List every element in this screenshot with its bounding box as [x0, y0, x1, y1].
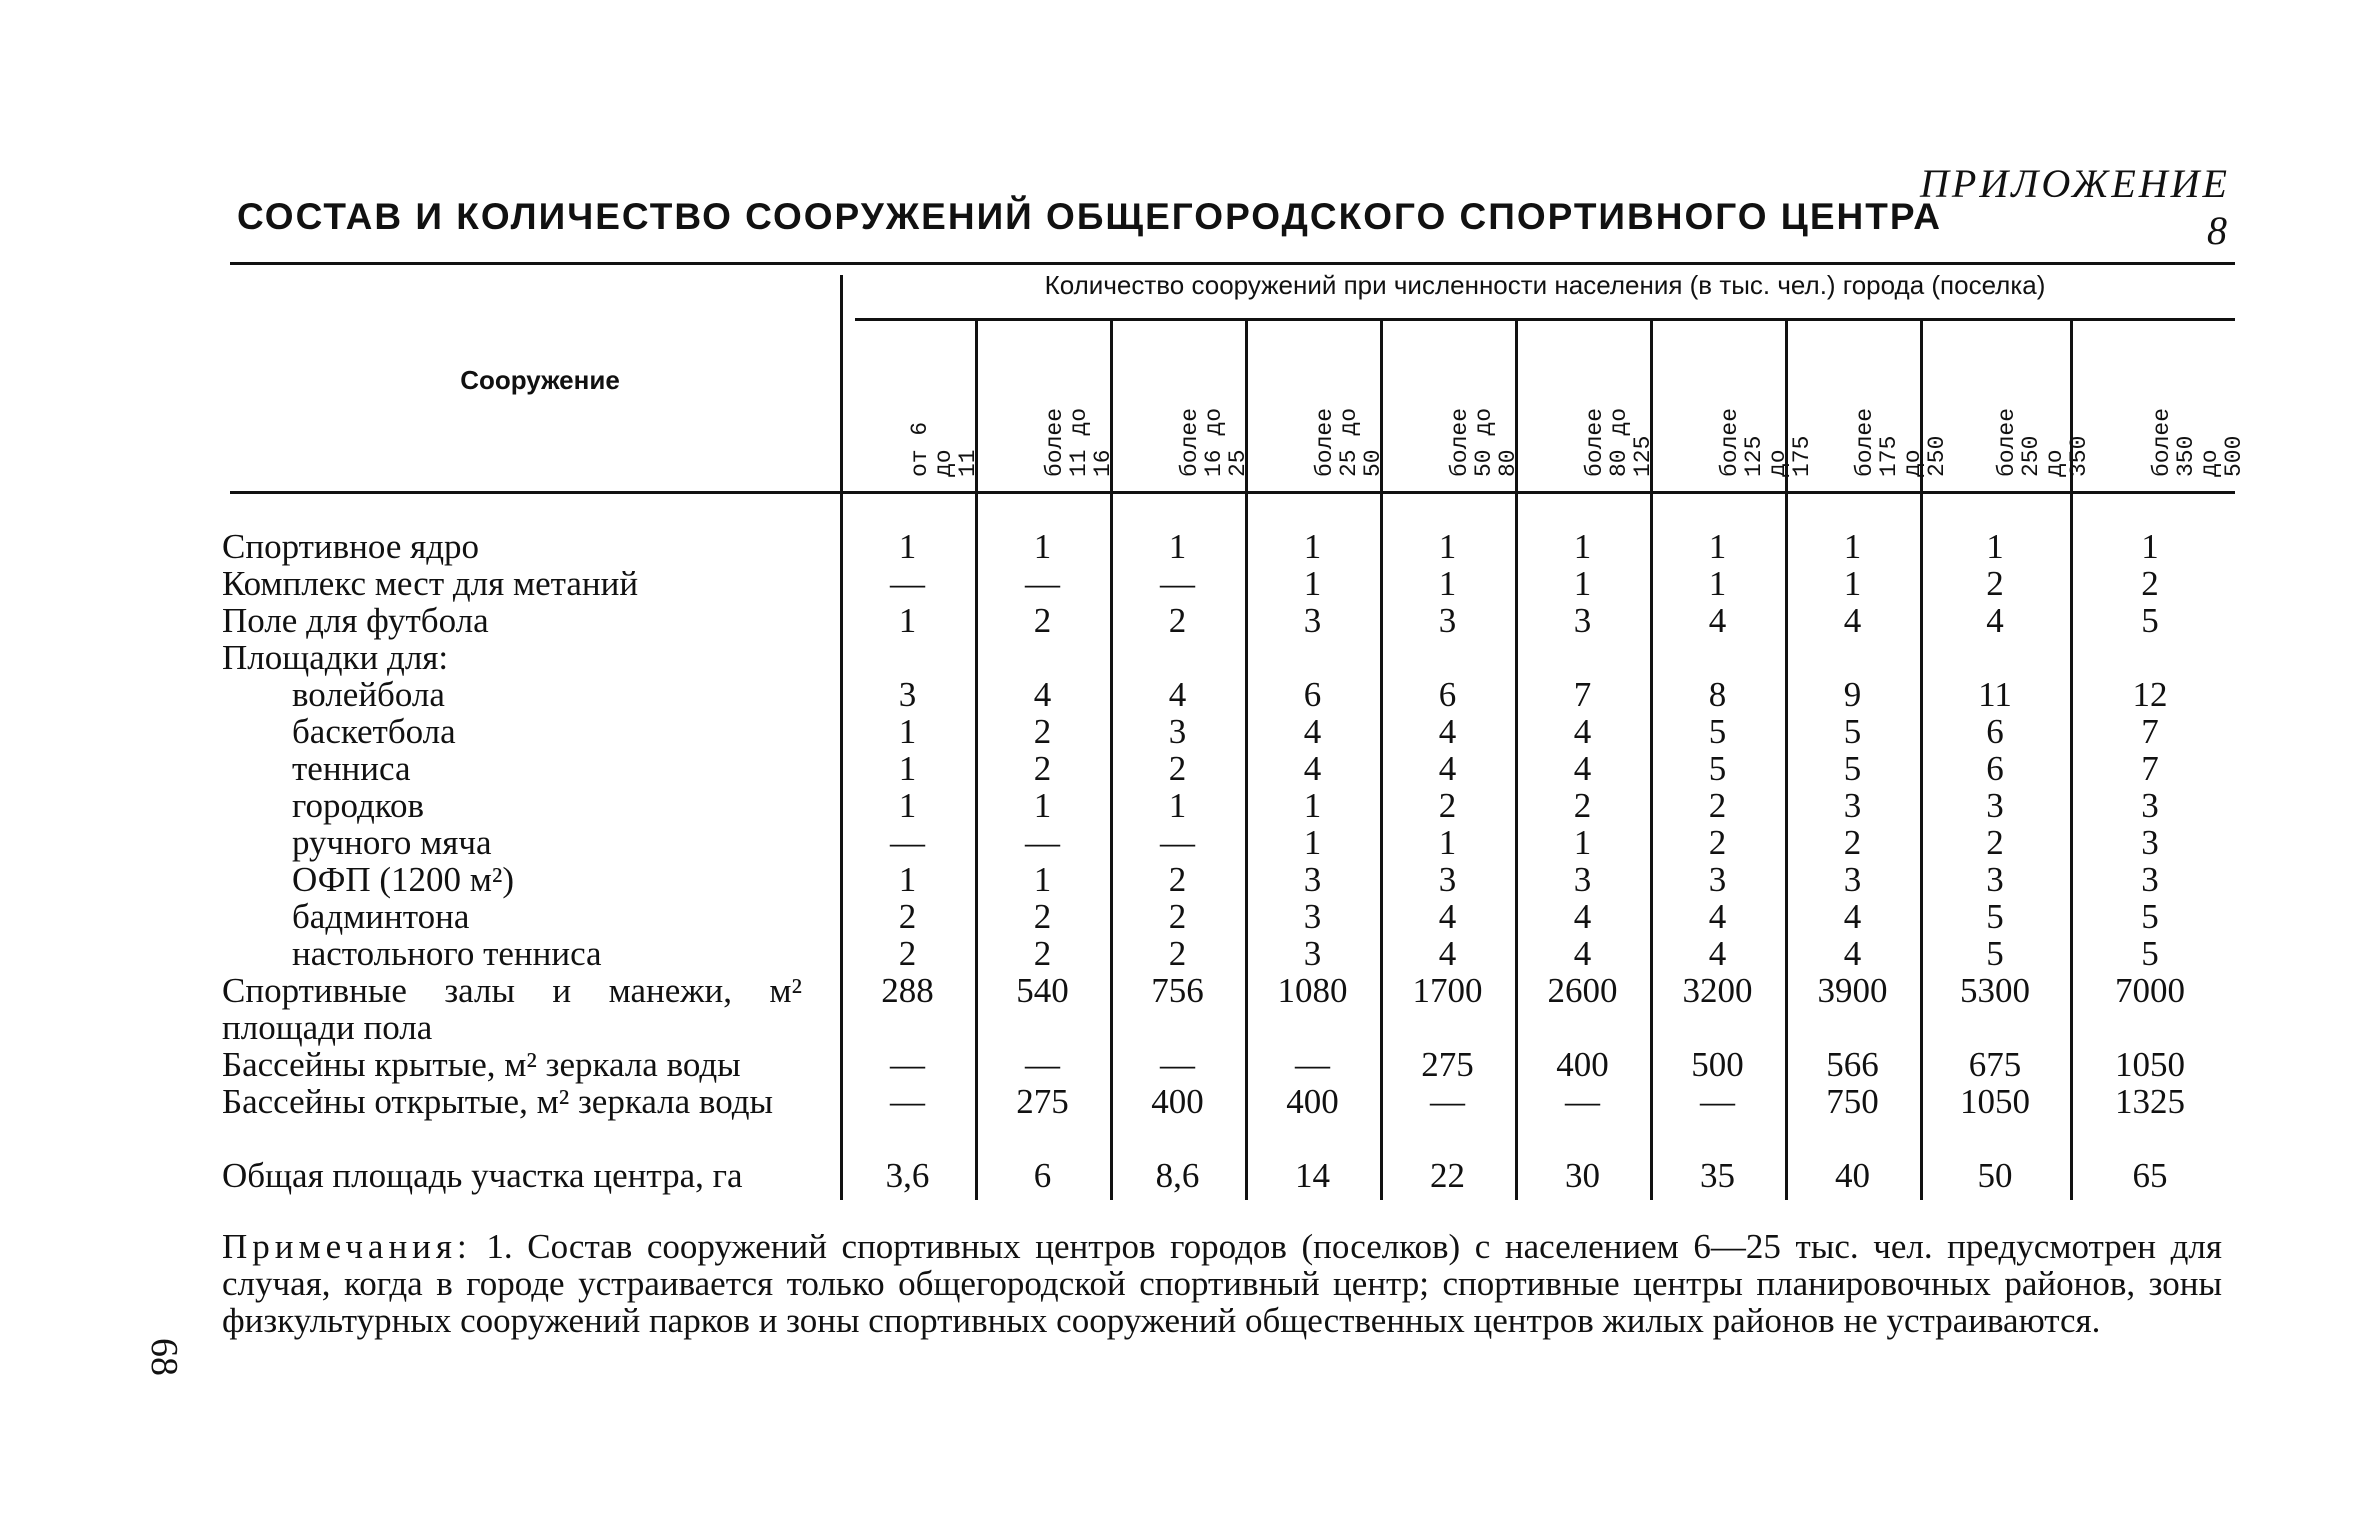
table-cell: 3200	[1682, 971, 1753, 1010]
row-label: Общая площадь участка центра, га	[222, 1156, 743, 1195]
table-cell: 5	[1708, 749, 1727, 788]
table-cell: 3	[1573, 601, 1592, 640]
table-cell: —	[1025, 1045, 1060, 1084]
column-header-label: более 125 до 175	[1716, 407, 1815, 477]
table-cell: 1	[1303, 527, 1322, 566]
table-cell: 1	[898, 749, 917, 788]
table-cell: 9	[1843, 675, 1862, 714]
table-cell: 5	[1986, 897, 2004, 936]
table-cell: 6	[1986, 712, 2004, 751]
table-cell: 2	[1168, 860, 1187, 899]
table-cell: 3	[1438, 601, 1457, 640]
table-cell: 2	[1168, 934, 1187, 973]
table-cell: 2	[1708, 786, 1727, 825]
table-cell: 1	[1168, 527, 1187, 566]
table-cell: 4	[1438, 712, 1457, 751]
table-cell: 1050	[1960, 1082, 2030, 1121]
table-cell: 3	[1986, 860, 2004, 899]
table-cell: 2	[1168, 749, 1187, 788]
table-cell: 2	[1986, 823, 2004, 862]
table-cell: 275	[1421, 1045, 1474, 1084]
table-cell: 8	[1708, 675, 1727, 714]
column-header-label: более 11 до 16	[1041, 407, 1116, 477]
table-cell: 4	[1843, 934, 1862, 973]
table-cell: 2	[898, 934, 917, 973]
table-cell: 4	[1573, 712, 1592, 751]
table-cell: 2	[1033, 749, 1052, 788]
table-cell: 3	[1303, 897, 1322, 936]
table-cell: 1700	[1412, 971, 1483, 1010]
table-cell: 1	[1438, 564, 1457, 603]
table-cell: 3	[1708, 860, 1727, 899]
table-cell: 6	[1033, 1156, 1052, 1195]
table-cell: 4	[1843, 897, 1862, 936]
page-number: 68	[143, 1338, 185, 1376]
table-cell: 3	[1843, 860, 1862, 899]
table-cell: 5	[1843, 712, 1862, 751]
population-column-header	[1785, 325, 1950, 485]
table-cell: 14	[1295, 1156, 1330, 1195]
table-cell: 2	[1708, 823, 1727, 862]
table-cell: 2	[1168, 897, 1187, 936]
table-cell: 4	[1168, 675, 1187, 714]
table-cell: 1	[898, 786, 917, 825]
table-cell: 2	[1033, 897, 1052, 936]
population-column-header	[2070, 325, 2247, 485]
table-cell: 1	[1303, 786, 1322, 825]
table-cell: 2	[1843, 823, 1862, 862]
table-cell: 3	[898, 675, 917, 714]
table-cell: 3	[2141, 860, 2159, 899]
table-cell: 4	[1303, 749, 1322, 788]
table-cell: 5	[1708, 712, 1727, 751]
table-cell: —	[1160, 564, 1195, 603]
row-label: Бассейны крытые, м² зеркала воды	[222, 1045, 741, 1084]
row-label: Спортивное ядро	[222, 527, 480, 566]
table-cell: 3	[1168, 712, 1187, 751]
table-cell: 3	[2141, 786, 2159, 825]
column-header-label: от 6 до 11	[906, 421, 981, 477]
table-cell: 2	[1986, 564, 2004, 603]
header-bottom-rule	[230, 491, 2235, 494]
table-cell: 7	[2141, 712, 2159, 751]
column-header-label: более 175 до 250	[1851, 407, 1950, 477]
table-cell: 1	[898, 860, 917, 899]
row-label: городков	[292, 786, 425, 825]
table-cell: 1	[2141, 527, 2159, 566]
table-cell: 1	[898, 712, 917, 751]
table-cell: 3	[1573, 860, 1592, 899]
table-cell: 5	[2141, 934, 2159, 973]
table-cell: 1	[1573, 823, 1592, 862]
table-cell: 275	[1016, 1082, 1069, 1121]
population-column-header	[1920, 325, 2092, 485]
table-cell: 3900	[1817, 971, 1888, 1010]
row-label: ОФП (1200 м²)	[292, 860, 515, 899]
table-cell: 2	[1438, 786, 1457, 825]
table-cell: 11	[1978, 675, 2012, 714]
table-cell: 3	[1843, 786, 1862, 825]
table-cell: —	[890, 1082, 925, 1121]
column-header-label: более 350 до 500	[2149, 407, 2247, 477]
population-column-header	[1515, 325, 1656, 485]
table-cell: 4	[1986, 601, 2004, 640]
table-cell: 4	[1438, 897, 1457, 936]
table-cell: 65	[2132, 1156, 2168, 1195]
table-cell: 1	[1573, 527, 1592, 566]
table-cell: 8,6	[1155, 1156, 1200, 1195]
table-cell: 4	[1438, 749, 1457, 788]
table-cell: 1	[1033, 860, 1052, 899]
population-column-header	[1380, 325, 1521, 485]
column-header-label: более 16 до 25	[1176, 407, 1251, 477]
table-cell: 1	[1438, 823, 1457, 862]
table-cell: 1	[898, 527, 917, 566]
table-cell: —	[1430, 1082, 1465, 1121]
table-cell: 4	[1438, 934, 1457, 973]
row-label: Поле для футбола	[222, 601, 489, 640]
table-cell: 2	[1033, 934, 1052, 973]
table-cell: 1	[1033, 786, 1052, 825]
appendix-label: ПРИЛОЖЕНИЕ 8	[1920, 161, 2230, 253]
table-cell: 1	[1303, 564, 1322, 603]
table-cell: 4	[1033, 675, 1052, 714]
table-cell: 1	[1168, 786, 1187, 825]
table-cell: —	[1295, 1045, 1330, 1084]
row-label: Спортивные залы и манежи, м² площади пола	[222, 971, 802, 1047]
table-cell: 5	[2141, 897, 2159, 936]
row-label: тенниса	[292, 749, 411, 788]
row-label: бадминтона	[292, 897, 470, 936]
population-column-header	[1245, 325, 1386, 485]
table-cell: 1	[1843, 564, 1862, 603]
table-cell: 1325	[2115, 1082, 2185, 1121]
column-header-label: более 80 до 125	[1581, 407, 1656, 477]
table-cell: 1	[1843, 527, 1862, 566]
structure-column-header: Сооружение	[460, 365, 620, 395]
table-cell: —	[1160, 1045, 1195, 1084]
footnote-prefix: Примечания:	[222, 1227, 472, 1266]
table-top-rule	[230, 262, 2235, 265]
row-label: Площадки для:	[222, 638, 449, 677]
table-cell: 3,6	[885, 1156, 930, 1195]
table-cell: 1	[898, 601, 917, 640]
table-cell: 5	[1986, 934, 2004, 973]
table-cell: 2	[1033, 601, 1052, 640]
table-cell: —	[1565, 1082, 1600, 1121]
table-cell: 4	[1573, 934, 1592, 973]
table-cell: 400	[1556, 1045, 1609, 1084]
row-label: ручного мяча	[292, 823, 492, 862]
table-cell: 2600	[1547, 971, 1618, 1010]
table-cell: 4	[1843, 601, 1862, 640]
population-column-header	[840, 325, 981, 485]
footnote	[222, 1228, 2222, 1339]
table-cell: 7000	[2115, 971, 2185, 1010]
table-cell: 1080	[1277, 971, 1348, 1010]
table-cell: 500	[1691, 1045, 1744, 1084]
column-header-label: более 50 до 80	[1446, 407, 1521, 477]
table-cell: 4	[1573, 749, 1592, 788]
column-header-label: более 250 до 350	[1994, 407, 2092, 477]
row-label: волейбола	[292, 675, 445, 714]
table-cell: 5300	[1960, 971, 2030, 1010]
table-cell: 22	[1430, 1156, 1465, 1195]
table-cell: 6	[1438, 675, 1457, 714]
table-cell: 7	[2141, 749, 2159, 788]
table-cell: 2	[2141, 564, 2159, 603]
table-cell: 30	[1565, 1156, 1600, 1195]
table-cell: 2	[1033, 712, 1052, 751]
table-cell: 5	[1843, 749, 1862, 788]
table-cell: 1050	[2115, 1045, 2185, 1084]
table-cell: —	[890, 1045, 925, 1084]
table-cell: 400	[1151, 1082, 1204, 1121]
table-cell: 540	[1016, 971, 1069, 1010]
population-column-header	[1110, 325, 1251, 485]
table-cell: —	[1025, 823, 1060, 862]
row-label: Бассейны открытые, м² зеркала воды	[222, 1082, 774, 1121]
table-cell: 4	[1303, 712, 1322, 751]
table-cell: 3	[2141, 823, 2159, 862]
table-cell: 2	[1168, 601, 1187, 640]
table-cell: 1	[1438, 527, 1457, 566]
table-cell: —	[1025, 564, 1060, 603]
table-cell: 2	[1573, 786, 1592, 825]
column-header-label: более 25 до 50	[1311, 407, 1386, 477]
table-cell: —	[890, 564, 925, 603]
table-cell: 675	[1968, 1045, 2022, 1084]
table-cell: 40	[1835, 1156, 1870, 1195]
table-cell: 6	[1303, 675, 1322, 714]
table-cell: 3	[1303, 860, 1322, 899]
table-cell: 3	[1303, 934, 1322, 973]
table-cell: 1	[1033, 527, 1052, 566]
table-cell: 7	[1573, 675, 1592, 714]
table-cell: 400	[1286, 1082, 1339, 1121]
table-cell: 5	[2141, 601, 2159, 640]
page-title: СОСТАВ И КОЛИЧЕСТВО СООРУЖЕНИЙ ОБЩЕГОРОДСКОГО СПОРТИВНОГО ЦЕНТРА	[237, 196, 1942, 237]
table-cell: 12	[2132, 675, 2168, 714]
table-cell: 3	[1303, 601, 1322, 640]
table-cell: 4	[1573, 897, 1592, 936]
row-label: настольного тенниса	[292, 934, 602, 973]
table-cell: 35	[1700, 1156, 1735, 1195]
group-header: Количество сооружений при численности населения (в тыс. чел.) города (поселка)	[1044, 270, 2046, 300]
table-cell: 288	[881, 971, 934, 1010]
table-cell: 3	[1438, 860, 1457, 899]
table-cell: 1	[1303, 823, 1322, 862]
population-column-header	[975, 325, 1116, 485]
table-cell: —	[890, 823, 925, 862]
footnote-text: 1. Состав сооружений спортивных центров городов (поселков) с населением 6—25 тыс. чел. предусмотрен для случая, когда в городе устраивается только общегородской спортивный центр; спортивные центры планировочных районов, зоны физкультурных сооружений парков и зоны спортивных сооружений общественных центров жилых районов не устраиваются.	[222, 1227, 2222, 1340]
table-cell: 3	[1986, 786, 2004, 825]
table-cell: 566	[1826, 1045, 1879, 1084]
table-cell: 1	[1573, 564, 1592, 603]
table-cell: —	[1160, 823, 1195, 862]
table-cell: —	[1700, 1082, 1735, 1121]
table-cell: 1	[1708, 564, 1727, 603]
row-label: баскетбола	[292, 712, 456, 751]
table-cell: 1	[1986, 527, 2004, 566]
table-cell: 4	[1708, 601, 1727, 640]
table-cell: 4	[1708, 897, 1727, 936]
table-cell: 6	[1986, 749, 2004, 788]
table-cell: 1	[1708, 527, 1727, 566]
table-cell: 756	[1151, 971, 1204, 1010]
table-cell: 50	[1977, 1156, 2013, 1195]
group-header-rule	[855, 318, 2235, 321]
table-cell: 2	[898, 897, 917, 936]
population-column-header	[1650, 325, 1815, 485]
row-label: Комплекс мест для метаний	[222, 564, 639, 603]
table-cell: 750	[1826, 1082, 1879, 1121]
table-cell: 4	[1708, 934, 1727, 973]
